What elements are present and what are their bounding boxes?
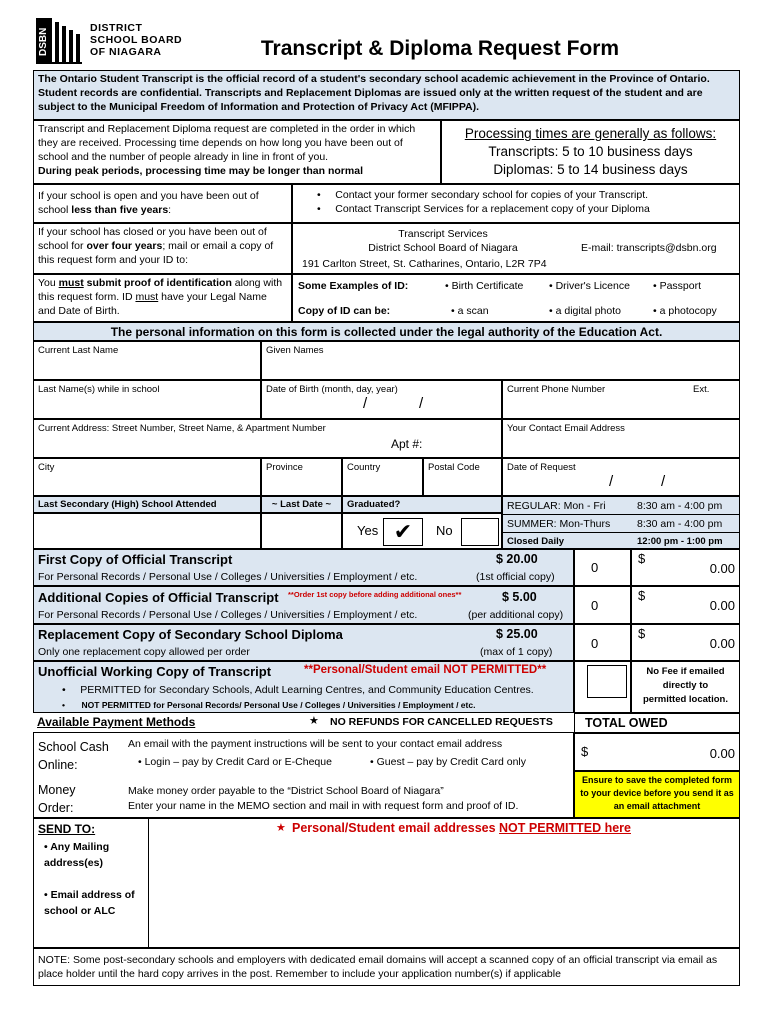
closed-school-left <box>33 223 292 274</box>
id-example: • Passport <box>653 280 702 292</box>
province-field[interactable] <box>261 458 342 496</box>
given-names-field[interactable] <box>261 341 740 380</box>
id-example: • Driver's Licence <box>549 280 630 292</box>
dob-label: Date of Birth (month, day, year) <box>266 384 398 395</box>
processing-peak-note: During peak periods, processing time may be longer than normal <box>38 165 363 177</box>
total-owed-value: 0.00 <box>709 746 735 761</box>
payment-methods <box>33 732 574 818</box>
open-school-bullet-text: Contact Transcript Services for a replacement copy of your Diploma <box>335 203 650 215</box>
item-replacement-diploma-qty[interactable] <box>574 624 631 661</box>
currency-symbol: $ <box>638 551 646 566</box>
item-replacement-diploma <box>33 624 574 661</box>
money-order-label: Money Order: <box>38 783 76 815</box>
org-line-2: SCHOOL BOARD <box>90 34 183 46</box>
processing-heading: Processing times are generally as follows: <box>464 126 717 141</box>
item-additional-copies-qty[interactable] <box>574 586 631 624</box>
send-to-warning-text: Personal/Student email addresses <box>292 821 500 835</box>
graduated-label: Graduated? <box>342 496 502 513</box>
total-owed-amount <box>574 733 740 771</box>
dob-field[interactable] <box>261 380 502 419</box>
hours-closed-label: Closed Daily <box>507 536 565 547</box>
legal-notice: The personal information on this form is collected under the legal authority of the Education Act. <box>33 322 740 341</box>
item-qualifier: (max of 1 copy) <box>480 646 553 658</box>
id-copy: • a photocopy <box>653 305 717 317</box>
qty-value: 0 <box>591 560 599 575</box>
open-school-left <box>33 184 292 223</box>
id-must: must <box>58 277 84 289</box>
open-school-right <box>292 184 740 223</box>
org-line-1: DISTRICT <box>90 22 143 34</box>
date-slash-2: / <box>661 473 666 490</box>
item-desc: For Personal Records / Personal Use / Colleges / Universities / Employment / etc. <box>38 609 418 621</box>
cash-text: An email with the payment instructions will be sent to your contact email address <box>128 738 503 750</box>
city-label: City <box>38 462 55 473</box>
postal-code-field[interactable] <box>423 458 502 496</box>
province-label: Province <box>266 462 303 473</box>
page-title: Transcript & Diploma Request Form <box>260 37 620 60</box>
cash-option-login: • Login – pay by Credit Card or E-Cheque <box>138 756 332 768</box>
request-date-field[interactable] <box>502 458 740 496</box>
star-icon: ★ <box>276 822 286 834</box>
id-text: You <box>38 277 59 289</box>
unofficial-bullet-text: NOT PERMITTED for Personal Records/ Personal Use / Colleges / Universities / Employment / etc. <box>81 700 476 710</box>
id-copy: • a digital photo <box>549 305 621 317</box>
send-to-warning <box>292 821 631 835</box>
id-right <box>292 274 740 322</box>
school-attended-input[interactable] <box>33 513 261 549</box>
currency-symbol: $ <box>638 626 646 641</box>
qty-value: 0 <box>591 636 599 651</box>
checkmark-icon: ✔ <box>393 519 413 544</box>
id-copy-label: Copy of ID can be: <box>298 305 391 317</box>
logo-text: DSBN <box>38 27 49 57</box>
email-label: Your Contact Email Address <box>507 423 625 434</box>
dob-slash-1: / <box>363 395 368 412</box>
open-school-bullet-text: Contact your former secondary school for copies of your Transcript. <box>335 189 649 201</box>
item-note: **Order 1st copy before adding additional ones** <box>288 590 462 599</box>
org-line-3: OF NIAGARA <box>90 46 162 58</box>
unofficial-fee-note: No Fee if emailed directly to permitted location. <box>631 661 740 713</box>
office-hours <box>502 496 740 549</box>
apt-label: Apt #: <box>391 437 423 451</box>
star-icon: ★ <box>309 715 319 727</box>
processing-diplomas: Diplomas: 5 to 14 business days <box>493 162 688 177</box>
hours-summer-time: 8:30 am - 4:00 pm <box>637 518 723 530</box>
email-field[interactable] <box>502 419 740 458</box>
total-owed-label: TOTAL OWED <box>574 713 740 733</box>
currency-symbol: $ <box>638 588 646 603</box>
id-example: • Birth Certificate <box>445 280 524 292</box>
item-first-copy-qty[interactable] <box>574 549 631 586</box>
item-unofficial-copy <box>33 661 574 713</box>
hours-closed-time: 12:00 pm - 1:00 pm <box>637 536 723 547</box>
item-desc: Only one replacement copy allowed per order <box>38 646 250 658</box>
send-to-divider <box>148 819 149 947</box>
send-to-option-mail: • Any Mailing address(es) <box>44 841 110 869</box>
open-school-text: If your school is open and you have been out of school <box>38 190 259 216</box>
item-title: Replacement Copy of Secondary School Diploma <box>38 627 343 642</box>
phone-label: Current Phone Number <box>507 384 606 395</box>
item-first-copy-amount <box>631 549 740 586</box>
item-price: $ 5.00 <box>502 590 537 604</box>
school-names-field[interactable] <box>33 380 261 419</box>
city-field[interactable] <box>33 458 261 496</box>
id-text-2: along with this request form. ID <box>38 277 283 303</box>
phone-field[interactable] <box>502 380 740 419</box>
school-names-label: Last Name(s) while in school <box>38 384 160 395</box>
country-label: Country <box>347 462 381 473</box>
unofficial-bullet-2: • NOT PERMITTED for Personal Records/ Personal Use / Colleges / Universities / Employment / etc. <box>62 700 476 710</box>
logo <box>36 18 188 64</box>
postal-code-label: Postal Code <box>428 462 480 473</box>
last-name-field[interactable] <box>33 341 261 380</box>
closed-school-text-end: ; mail or email a copy of this request form and your ID to: <box>38 240 274 266</box>
address-label: Current Address: Street Number, Street Name, & Apartment Number <box>38 423 326 434</box>
mail-line-2: District School Board of Niagara <box>368 242 518 254</box>
money-order-text-1: Make money order payable to the “District School Board of Niagara” <box>128 785 444 797</box>
last-name-label: Current Last Name <box>38 345 119 356</box>
open-school-bold: less than five years <box>71 204 169 216</box>
money-order-text-2: Enter your name in the MEMO section and mail in with request form and proof of ID. <box>128 800 519 812</box>
address-field[interactable] <box>33 419 502 458</box>
item-additional-copies-amount <box>631 586 740 624</box>
phone-ext-label: Ext. <box>693 384 710 395</box>
unofficial-qty-cell <box>574 661 631 713</box>
mail-email[interactable]: E-mail: transcripts@dsbn.org <box>581 242 717 254</box>
school-attended-label: Last Secondary (High) School Attended <box>33 496 261 513</box>
hours-regular-time: 8:30 am - 4:00 pm <box>637 500 723 512</box>
amount-value: 0.00 <box>709 561 735 576</box>
hours-summer-label: SUMMER: Mon-Thurs <box>507 518 611 530</box>
id-copy: • a scan <box>451 305 489 317</box>
closed-school-right <box>292 223 740 274</box>
mail-line-1: Transcript Services <box>398 228 488 240</box>
org-name <box>90 22 190 58</box>
graduated-no-checkbox[interactable] <box>461 518 499 546</box>
item-replacement-diploma-amount <box>631 624 740 661</box>
processing-transcripts: Transcripts: 5 to 10 business days <box>488 144 693 159</box>
graduated-cell <box>342 513 502 549</box>
item-qualifier: (per additional copy) <box>468 609 564 621</box>
currency-symbol: $ <box>581 744 589 759</box>
unofficial-bullet-1: • PERMITTED for Secondary Schools, Adult Learning Centres, and Community Education Centres. <box>62 684 534 696</box>
id-must-2: must <box>135 291 159 303</box>
item-qualifier: (1st official copy) <box>476 571 555 583</box>
item-desc: For Personal Records / Personal Use / Colleges / Universities / Employment / etc. <box>38 571 418 583</box>
item-additional-copies <box>33 586 574 624</box>
country-field[interactable] <box>342 458 423 496</box>
unofficial-bullet-text: PERMITTED for Secondary Schools, Adult Learning Centres, and Community Education Centres. <box>80 684 534 696</box>
processing-times <box>441 120 740 184</box>
item-price: $ 20.00 <box>496 552 538 566</box>
graduated-yes-checkbox[interactable] <box>383 518 423 546</box>
item-first-copy <box>33 549 574 586</box>
given-names-label: Given Names <box>266 345 324 356</box>
request-date-label: Date of Request <box>507 462 576 473</box>
send-to-section <box>33 818 740 948</box>
save-form-note: Ensure to save the completed form to your device before you send it as an email attachment <box>574 771 740 818</box>
id-examples-label: Some Examples of ID: <box>298 280 409 292</box>
open-school-bullet: • Contact Transcript Services for a replacement copy of your Diploma <box>317 203 650 215</box>
id-left <box>33 274 292 322</box>
no-refunds-notice: NO REFUNDS FOR CANCELLED REQUESTS <box>330 716 553 728</box>
amount-value: 0.00 <box>709 598 735 613</box>
dob-slash-2: / <box>419 395 424 412</box>
graduated-yes-label: Yes <box>357 523 379 538</box>
unofficial-warning: **Personal/Student email NOT PERMITTED** <box>304 664 547 676</box>
send-to-heading: SEND TO: <box>38 822 96 836</box>
hours-divider <box>503 532 739 533</box>
intro-notice: The Ontario Student Transcript is the official record of a student's secondary school academic achievement in the Province of Ontario. Student records are confidential. Transcripts and Replacement Diplomas are issued only at the written request of the student and are subject to the Municipal Freedom of Information and Protection of Privacy Act (MFIPPA). <box>33 70 740 120</box>
closed-school-text: If your school has closed or you have been out of school for <box>38 226 267 252</box>
item-price: $ 25.00 <box>496 627 538 641</box>
send-to-address-input[interactable] <box>154 841 734 941</box>
unofficial-qty-input[interactable] <box>587 665 627 698</box>
graduated-no-label: No <box>436 523 453 538</box>
send-to-option-school-email: • Email address of school or ALC <box>44 889 135 917</box>
last-date-label: ~ Last Date ~ <box>261 496 342 513</box>
send-to-warning-emphasis: NOT PERMITTED here <box>499 821 631 835</box>
processing-text: Transcript and Replacement Diploma request are completed in the order in which they are received. Processing time depends on how long you have been out of school and the number of people already in line in front of you. <box>38 123 416 163</box>
unofficial-title: Unofficial Working Copy of Transcript <box>38 664 272 679</box>
last-date-input[interactable] <box>261 513 342 549</box>
footer-note: NOTE: Some post-secondary schools and employers with dedicated email domains will accept a scanned copy of an official transcript via email as place holder until the hard copy arrives in the post. Remember to include your application number(s) if applicable <box>33 948 740 986</box>
payment-heading: Available Payment Methods <box>37 715 196 729</box>
mail-line-3: 191 Carlton Street, St. Catharines, Ontario, L2R 7P4 <box>302 258 547 270</box>
hours-regular-label: REGULAR: Mon - Fri <box>507 500 606 512</box>
item-title: First Copy of Official Transcript <box>38 552 233 567</box>
cash-option-guest: • Guest – pay by Credit Card only <box>370 756 526 768</box>
hours-divider <box>503 514 739 515</box>
item-title: Additional Copies of Official Transcript <box>38 590 279 605</box>
cash-label: School Cash Online: <box>38 740 109 772</box>
processing-left <box>33 120 441 184</box>
date-slash-1: / <box>609 473 614 490</box>
id-text-3: have your Legal Name and Date of Birth. <box>38 291 267 317</box>
closed-school-bold: over four years <box>86 240 163 252</box>
id-bold: submit proof of identification <box>83 277 232 289</box>
open-school-colon: : <box>168 204 172 216</box>
amount-value: 0.00 <box>709 636 735 651</box>
qty-value: 0 <box>591 598 599 613</box>
open-school-bullet: • Contact your former secondary school for copies of your Transcript. <box>317 189 649 201</box>
